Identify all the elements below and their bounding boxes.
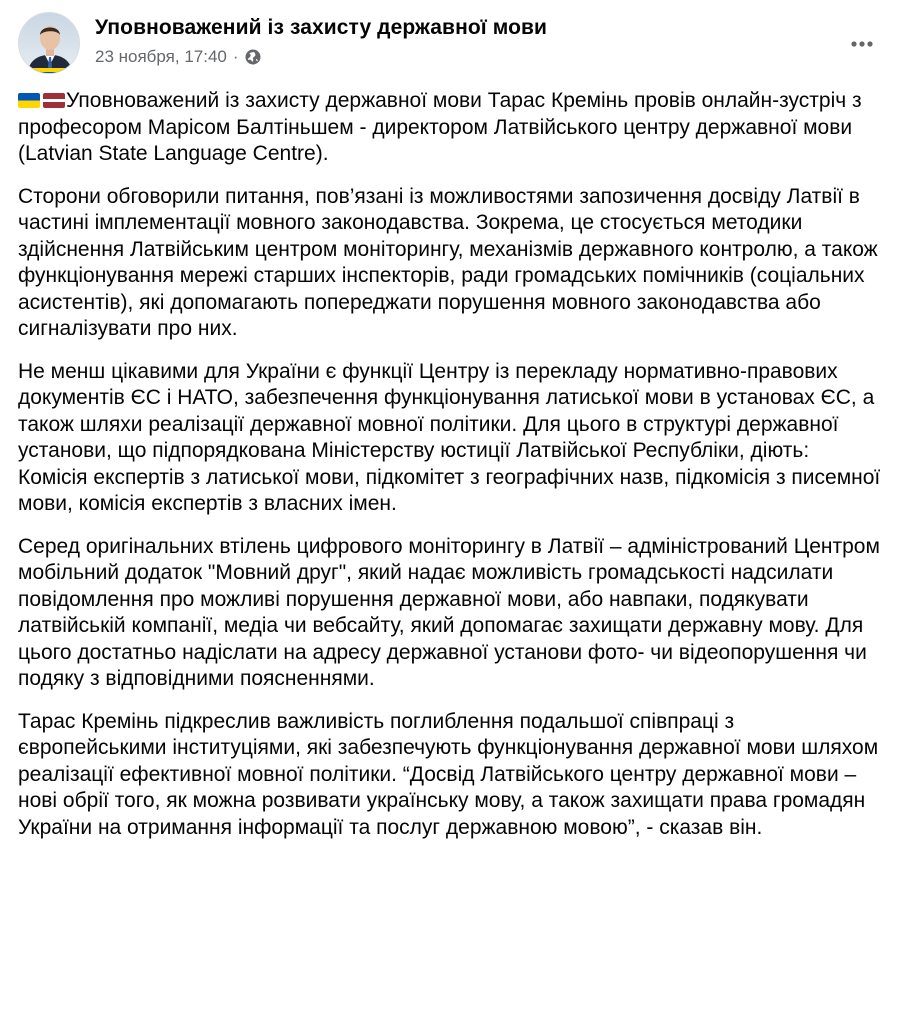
author-name[interactable]: Уповноважений із захисту державної мови	[95, 16, 548, 39]
meta-separator: ·	[232, 47, 239, 66]
post-paragraph: Серед оригінальних втілень цифрового моніторингу в Латвії – адміністрований Центром мобільний додаток "Мовний друг", який надає можливість громадськості надсилати повідомлення про можливі порушення державної мови, або навпаки, подякувати латвійській компанії, медіа чи вебсайту, який допомагає захищати державну мову. Для цього достатньо надіслати на адресу державної установи фото- чи відеопорушення чи подяку з відповідними поясненнями.	[18, 534, 880, 690]
post-paragraph	[18, 88, 882, 168]
post-timestamp[interactable]: 23 ноября, 17:40	[95, 47, 227, 66]
post-paragraph: Тарас Кремінь підкреслив важливість поглиблення подальшої співпраці з європейськими інституціями, які забезпечують функціонування державної мови шляхом реалізації ефективної мовної політики. “Досвід Латвійського центру державної мови – нові обрії того, як можна розвивати українську мову, а також захищати права громадян України на отримання інформації та послуг державною мовою”, - сказав він.	[18, 709, 879, 839]
ukraine-flag-icon	[18, 93, 40, 108]
post-meta	[95, 47, 261, 67]
more-horizontal-icon	[850, 35, 874, 53]
author-avatar[interactable]	[18, 12, 80, 74]
paragraph-text: Уповноважений із захисту державної мови Тарас Кремінь провів онлайн-зустріч з професором Марісом Балтіньшем - директором Латвійського центру державної мови (Latvian State Language Centre).	[18, 89, 862, 165]
post-paragraph: Сторони обговорили питання, пов’язані із можливостями запозичення досвіду Латвії в частині імплементації мовного законодавства. Зокрема, це стосується методики здійснення Латвійським центром моніторингу, механізмів державного контролю, а також функціонування мережі старших інспекторів, ради громадських помічників (соціальних асистентів), які допомагають попереджати порушення мовного законодавства або сигналізувати про них.	[18, 184, 878, 340]
post-body	[18, 88, 882, 857]
latvia-flag-icon	[43, 93, 65, 108]
more-options-button[interactable]	[844, 26, 880, 62]
post-paragraph: Не менш цікавими для України є функції Центру із перекладу нормативно-правових документів ЄС і НАТО, забезпечення функціонування латиської мови в установах ЄС, а також шляхи реалізації державної мовної політики. Для цього в структурі державної установи, що підпорядкована Міністерству юстиції Латвійської Республіки, діють: Комісія експертів з латиської мови, підкомітет з географічних назв, підкомісія з писемної мови, комісія експертів з власних імен.	[18, 359, 881, 515]
post-header	[18, 12, 880, 76]
globe-icon	[245, 49, 261, 65]
